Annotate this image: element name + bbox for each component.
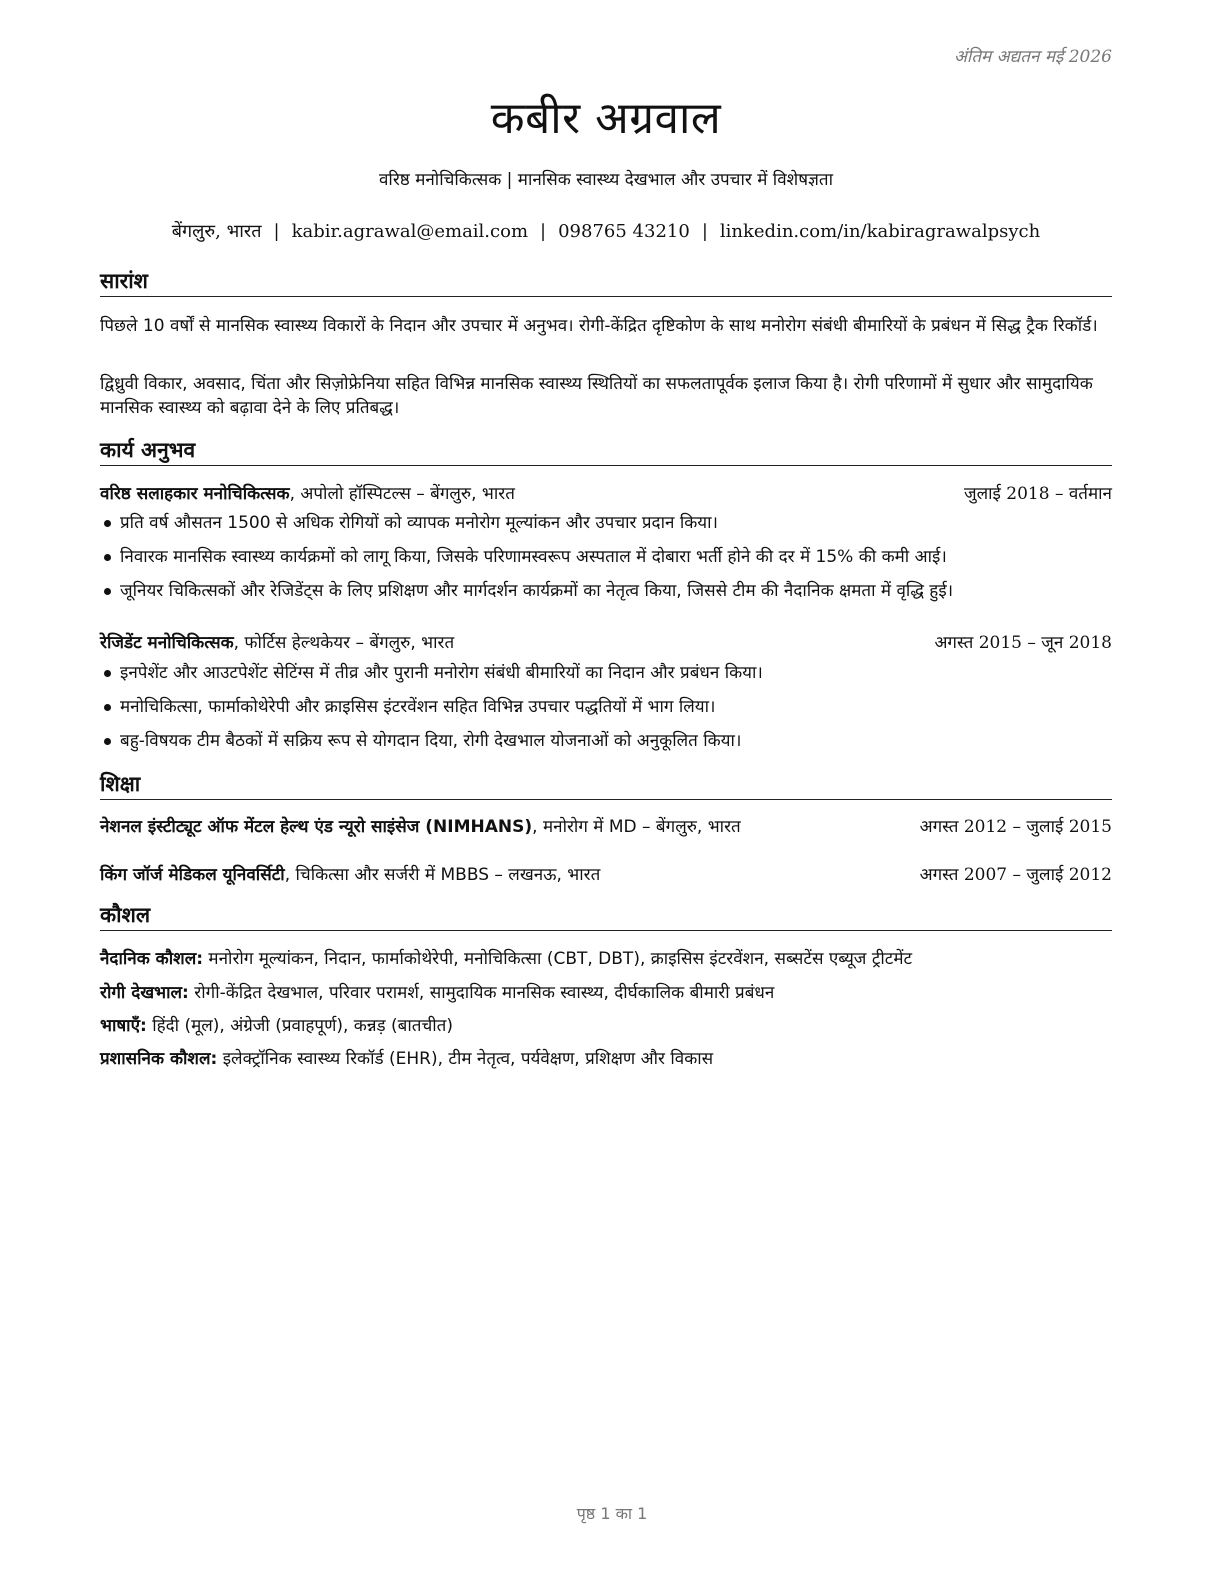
education-school: किंग जॉर्ज मेडिकल यूनिवर्सिटी <box>100 865 285 885</box>
skill-line <box>100 981 1112 1005</box>
bullet-icon <box>104 554 111 561</box>
job-bullets-1 <box>100 511 1112 613</box>
contact-email[interactable]: kabir.agrawal@email.com <box>291 221 529 242</box>
bullet-icon <box>104 704 111 711</box>
skill-value: हिंदी (मूल), अंग्रेजी (प्रवाहपूर्ण), कन्नड़ (बातचीत) <box>146 1016 453 1036</box>
bullet-icon <box>104 588 111 595</box>
education-detail: , मनोरोग में MD – बेंगलुरु, भारत <box>532 817 741 837</box>
job-title: वरिष्ठ सलाहकार मनोचिकित्सक <box>100 484 290 504</box>
contact-phone: 098765 43210 <box>558 221 690 242</box>
education-detail: , चिकित्सा और सर्जरी में MBBS – लखनऊ, भारत <box>284 865 601 885</box>
contact-line <box>100 219 1112 243</box>
job-header-1 <box>100 482 1112 506</box>
bullet-text: बहु-विषयक टीम बैठकों में सक्रिय रूप से योगदान दिया, रोगी देखभाल योजनाओं को अनुकूलित किया। <box>120 731 742 751</box>
summary-paragraph-1: पिछले 10 वर्षों से मानसिक स्वास्थ्य विकारों के निदान और उपचार में अनुभव। रोगी-केंद्रित दृष्टिकोण के साथ मनोरोग संबंधी बीमारियों के प्रबंधन में सिद्ध ट्रैक रिकॉर्ड। <box>100 316 1098 336</box>
contact-separator: | <box>540 221 547 242</box>
job-dates: अगस्त 2015 – जून 2018 <box>934 633 1112 653</box>
education-title-line <box>100 815 741 839</box>
education-title-line <box>100 863 600 887</box>
section-heading-experience: कार्य अनुभव <box>100 437 1112 466</box>
job-title-line <box>100 631 454 655</box>
summary-paragraph-2: द्विध्रुवी विकार, अवसाद, चिंता और सिज़ोफ्रेनिया सहित विभिन्न मानसिक स्वास्थ्य स्थितियों का सफलतापूर्वक इलाज किया है। रोगी परिणामों में सुधार और सामुदायिक मानसिक स्वास्थ्य को बढ़ावा देने के लिए प्रतिबद्ध। <box>100 374 1093 418</box>
tagline: वरिष्ठ मनोचिकित्सक | मानसिक स्वास्थ्य देखभाल और उपचार में विशेषज्ञता <box>378 170 834 190</box>
list-item <box>100 579 1112 613</box>
skill-label: रोगी देखभाल: <box>100 983 189 1003</box>
bullet-icon <box>104 738 111 745</box>
bullet-text: जूनियर चिकित्सकों और रेजिडेंट्स के लिए प्रशिक्षण और मार्गदर्शन कार्यक्रमों का नेतृत्व किया, जिससे टीम की नैदानिक क्षमता में वृद्धि हुई। <box>120 581 954 601</box>
section-heading-summary: सारांश <box>100 268 1112 297</box>
education-school: नेशनल इंस्टीट्यूट ऑफ मेंटल हेल्थ एंड न्यूरो साइंसेज (NIMHANS) <box>100 817 533 837</box>
skill-value: इलेक्ट्रॉनिक स्वास्थ्य रिकॉर्ड (EHR), टीम नेतृत्व, पर्यवेक्षण, प्रशिक्षण और विकास <box>217 1049 714 1069</box>
contact-location: बेंगलुरु, भारत <box>171 221 262 242</box>
bullet-text: निवारक मानसिक स्वास्थ्य कार्यक्रमों को लागू किया, जिसके परिणामस्वरूप अस्पताल में दोबारा भर्ती होने की दर में 15% की कमी आई। <box>120 547 947 567</box>
skill-label: भाषाएँ: <box>100 1016 147 1036</box>
bullet-icon <box>104 670 111 677</box>
skill-label: प्रशासनिक कौशल: <box>100 1049 218 1069</box>
list-item <box>100 545 1112 579</box>
candidate-name: कबीर अग्रवाल <box>490 93 722 144</box>
skill-line <box>100 947 1112 971</box>
skill-line <box>100 1014 1112 1038</box>
contact-linkedin[interactable]: linkedin.com/in/kabiragrawalpsych <box>719 221 1041 242</box>
job-title-line <box>100 482 515 506</box>
section-heading-education: शिक्षा <box>100 771 1112 800</box>
job-org: , फोर्टिस हेल्थकेयर – बेंगलुरु, भारत <box>233 633 455 653</box>
bullet-text: मनोचिकित्सा, फार्माकोथेरेपी और क्राइसिस इंटरवेंशन सहित विभिन्न उपचार पद्धतियों में भाग लिया। <box>120 697 716 717</box>
job-header-2 <box>100 631 1112 655</box>
bullet-text: इनपेशेंट और आउटपेशेंट सेटिंग्स में तीव्र और पुरानी मनोरोग संबंधी बीमारियों का निदान और प्रबंधन किया। <box>120 663 763 683</box>
job-bullets-2 <box>100 661 1112 763</box>
education-dates: अगस्त 2012 – जुलाई 2015 <box>919 817 1112 837</box>
list-item <box>100 729 1112 763</box>
page-number: पृष्ठ 1 का 1 <box>576 1504 648 1523</box>
last-updated: अंतिम अद्यतन मई 2026 <box>953 47 1112 67</box>
education-item-1 <box>100 815 1112 839</box>
job-title: रेजिडेंट मनोचिकित्सक <box>100 633 234 653</box>
skill-label: नैदानिक कौशल: <box>100 949 204 969</box>
list-item <box>100 661 1112 695</box>
skill-line <box>100 1047 1112 1071</box>
list-item <box>100 511 1112 545</box>
skill-value: मनोरोग मूल्यांकन, निदान, फार्माकोथेरेपी, मनोचिकित्सा (CBT, DBT), क्राइसिस इंटरवेंशन, सब्सटेंस एब्यूज ट्रीटमेंट <box>203 949 913 969</box>
education-dates: अगस्त 2007 – जुलाई 2012 <box>919 865 1112 885</box>
job-dates: जुलाई 2018 – वर्तमान <box>963 484 1112 504</box>
bullet-icon <box>104 520 111 527</box>
education-item-2 <box>100 863 1112 887</box>
job-org: , अपोलो हॉस्पिटल्स – बेंगलुरु, भारत <box>289 484 515 504</box>
resume-page <box>100 0 1112 1584</box>
contact-separator: | <box>701 221 708 242</box>
list-item <box>100 695 1112 729</box>
contact-separator: | <box>273 221 280 242</box>
bullet-text: प्रति वर्ष औसतन 1500 से अधिक रोगियों को व्यापक मनोरोग मूल्यांकन और उपचार प्रदान किया। <box>120 513 718 533</box>
section-heading-skills: कौशल <box>100 902 1112 931</box>
skill-value: रोगी-केंद्रित देखभाल, परिवार परामर्श, सामुदायिक मानसिक स्वास्थ्य, दीर्घकालिक बीमारी प्रबंधन <box>188 983 775 1003</box>
